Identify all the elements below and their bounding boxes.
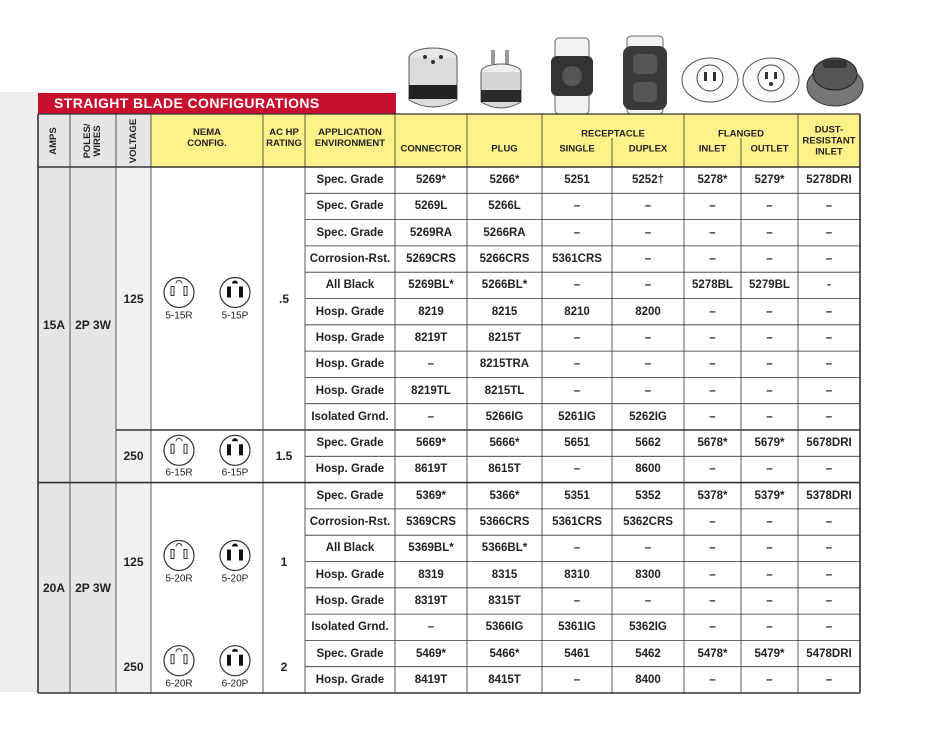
catalog-number-cell: 5266RA — [483, 226, 526, 239]
catalog-number-cell: 5366CRS — [479, 516, 530, 529]
voltage-value: 125 — [123, 554, 144, 569]
catalog-number-cell: 5369CRS — [406, 516, 456, 529]
catalog-number-cell: 5266CRS — [479, 253, 530, 266]
flanged-header: FLANGED — [718, 128, 764, 140]
catalog-number-cell: 5362CRS — [623, 516, 673, 529]
catalog-number-cell: 8615T — [488, 463, 521, 476]
catalog-number-cell: 5266L — [488, 200, 521, 213]
catalog-number-cell: 5662 — [635, 437, 661, 450]
catalog-number-cell: 5678* — [697, 437, 728, 450]
application-cell: Isolated Grnd. — [311, 410, 389, 423]
catalog-number-cell: 5279* — [754, 174, 785, 187]
catalog-number-cell: – — [766, 673, 773, 686]
application-cell: Spec. Grade — [316, 200, 384, 213]
catalog-number-cell: 5266* — [489, 174, 520, 187]
single-header: SINGLE — [559, 143, 595, 155]
catalog-number-cell: 5266IG — [485, 410, 524, 423]
duplex-header: DUPLEX — [628, 143, 668, 155]
catalog-number-cell: – — [709, 358, 716, 371]
hp-rating-value: 1 — [280, 554, 288, 569]
amps-poles-gray-band — [38, 167, 116, 693]
catalog-number-cell: – — [766, 516, 773, 529]
catalog-number-cell: – — [709, 673, 716, 686]
catalog-number-cell: – — [644, 542, 652, 555]
catalog-number-cell: 5366IG — [485, 621, 524, 634]
hp-rating-value: 1.5 — [275, 449, 293, 464]
catalog-number-cell: – — [573, 358, 581, 371]
header-yellow-band — [151, 114, 860, 167]
catalog-number-cell: 5361CRS — [552, 516, 602, 529]
application-cell: Isolated Grnd. — [311, 621, 389, 634]
amps-header: AMPS — [48, 126, 59, 155]
catalog-number-cell: 5651 — [564, 437, 590, 450]
receptacle-face-icon — [164, 541, 194, 571]
catalog-number-cell: – — [709, 253, 716, 266]
catalog-number-cell: 8415T — [488, 673, 521, 686]
catalog-number-cell: – — [766, 305, 773, 318]
catalog-number-cell: 5269L — [414, 200, 448, 213]
catalog-number-cell: – — [709, 200, 716, 213]
inlet-header: INLET — [698, 143, 727, 155]
catalog-number-cell: – — [644, 200, 652, 213]
catalog-number-cell: – — [825, 331, 833, 344]
catalog-number-cell: 5351 — [564, 489, 590, 502]
hp-rating-value: 2 — [280, 659, 288, 674]
catalog-number-cell: – — [825, 305, 833, 318]
plug-header: PLUG — [491, 143, 518, 155]
catalog-number-cell: 8400 — [635, 673, 661, 686]
catalog-number-cell: 5269RA — [409, 226, 453, 239]
catalog-number-cell: – — [825, 568, 833, 581]
catalog-number-cell: – — [709, 305, 716, 318]
catalog-number-cell: 5278BL — [692, 279, 733, 292]
voltage-value: 250 — [123, 659, 144, 674]
catalog-number-cell: 5251 — [564, 174, 590, 187]
catalog-number-cell: 5361IG — [558, 621, 596, 634]
catalog-number-cell: 5379* — [754, 489, 785, 502]
receptacle-face-icon — [164, 646, 194, 676]
plug-blade — [239, 444, 243, 455]
amps-value: 15A — [42, 317, 66, 332]
catalog-number-cell: 5362IG — [629, 621, 667, 634]
application-cell: Hosp. Grade — [315, 463, 385, 476]
catalog-number-cell: 8310 — [564, 568, 590, 581]
catalog-number-cell: – — [573, 331, 581, 344]
catalog-number-cell: – — [766, 594, 773, 607]
nema-plug-label: 6-20P — [221, 678, 249, 690]
catalog-number-cell: 5366BL* — [481, 542, 528, 555]
plug-blade — [227, 655, 231, 666]
catalog-number-cell: – — [709, 621, 716, 634]
catalog-number-cell: – — [644, 594, 652, 607]
catalog-number-cell: 5478* — [697, 647, 728, 660]
application-cell: Spec. Grade — [316, 174, 384, 187]
catalog-number-cell: 5252† — [632, 174, 664, 187]
catalog-number-cell: 8600 — [635, 463, 661, 476]
nema-config-header: NEMA CONFIG. — [187, 126, 227, 149]
catalog-number-cell: – — [644, 384, 652, 397]
nema-receptacle-label: 5-20R — [165, 573, 193, 584]
application-cell: Spec. Grade — [316, 226, 384, 239]
catalog-number-cell: 5269* — [415, 174, 447, 187]
plug-blade — [227, 550, 231, 561]
catalog-number-cell: – — [766, 226, 773, 239]
catalog-number-cell: 8215TRA — [479, 358, 530, 371]
catalog-number-cell: – — [709, 568, 716, 581]
catalog-number-cell: 8200 — [635, 305, 661, 318]
catalog-number-cell: – — [766, 253, 773, 266]
application-cell: Corrosion-Rst. — [309, 516, 391, 529]
catalog-number-cell: – — [766, 200, 773, 213]
catalog-number-cell: – — [825, 226, 833, 239]
catalog-number-cell: 5361CRS — [552, 253, 602, 266]
application-cell: Corrosion-Rst. — [309, 253, 391, 266]
receptacle-header: RECEPTACLE — [581, 128, 645, 140]
catalog-number-cell: – — [825, 516, 833, 529]
catalog-number-cell: 5366* — [489, 489, 520, 502]
catalog-number-cell: – — [766, 621, 773, 634]
catalog-number-cell: – — [709, 463, 716, 476]
catalog-number-cell: – — [825, 673, 833, 686]
catalog-number-cell: 8300 — [635, 568, 661, 581]
nema-receptacle-label: 6-20R — [165, 678, 193, 690]
outlet-header: OUTLET — [750, 143, 789, 155]
application-cell: Hosp. Grade — [315, 358, 385, 371]
application-cell: Hosp. Grade — [315, 568, 385, 581]
catalog-number-cell: – — [644, 331, 652, 344]
catalog-number-cell: – — [709, 542, 716, 555]
catalog-number-cell: 5666* — [489, 437, 520, 450]
catalog-number-cell: 5466* — [489, 647, 520, 660]
catalog-number-cell: 5278* — [697, 174, 728, 187]
nema-plug-label: 6-15P — [221, 467, 249, 479]
application-environment-header: APPLICATION ENVIRONMENT — [314, 126, 386, 149]
catalog-number-cell: – — [709, 410, 716, 423]
catalog-number-cell: – — [766, 410, 773, 423]
catalog-number-cell: 8619T — [414, 463, 448, 476]
receptacle-face-icon — [164, 278, 194, 308]
catalog-number-cell: – — [709, 594, 716, 607]
catalog-number-cell: – — [766, 331, 773, 344]
catalog-number-cell: – — [709, 331, 716, 344]
nema-receptacle-label: 5-15R — [165, 310, 193, 321]
connector-header: CONNECTOR — [400, 143, 462, 155]
catalog-number-cell: – — [709, 226, 716, 239]
nema-plug-label: 5-15P — [221, 310, 249, 321]
catalog-number-cell: 5352 — [635, 489, 661, 502]
catalog-number-cell: 8419T — [414, 673, 448, 686]
catalog-number-cell: 5269CRS — [406, 253, 456, 266]
catalog-number-cell: 5678DRI — [806, 437, 852, 450]
catalog-number-cell: – — [825, 621, 833, 634]
hp-rating-value: .5 — [278, 291, 290, 306]
catalog-number-cell: 5369* — [415, 489, 447, 502]
dust-resistant-inlet-header: DUST- RESISTANT INLET — [802, 124, 856, 157]
plug-blade — [239, 287, 243, 298]
application-cell: Spec. Grade — [316, 647, 384, 660]
application-cell: Hosp. Grade — [315, 594, 385, 607]
application-cell: Hosp. Grade — [315, 305, 385, 318]
catalog-number-cell: – — [825, 542, 833, 555]
catalog-number-cell: – — [644, 279, 652, 292]
application-cell: Spec. Grade — [316, 437, 384, 450]
catalog-number-cell: 8219TL — [411, 384, 451, 397]
catalog-number-cell: - — [827, 279, 831, 292]
catalog-number-cell: 5278DRI — [806, 174, 852, 187]
plug-blade — [227, 444, 231, 455]
catalog-number-cell: – — [766, 568, 773, 581]
amps-value: 20A — [42, 580, 66, 595]
catalog-number-cell: – — [573, 226, 581, 239]
catalog-number-cell: – — [766, 542, 773, 555]
catalog-number-cell: 8210 — [564, 305, 590, 318]
catalog-number-cell: 8315T — [488, 594, 521, 607]
voltage-value: 125 — [123, 291, 144, 306]
catalog-number-cell: – — [825, 594, 833, 607]
voltage-value: 250 — [123, 449, 144, 464]
plug-blade — [239, 550, 243, 561]
section-title: STRAIGHT BLADE CONFIGURATIONS — [38, 93, 396, 114]
receptacle-face-icon — [164, 435, 194, 465]
catalog-number-cell: – — [644, 226, 652, 239]
catalog-number-cell: 8215TL — [484, 384, 525, 397]
catalog-number-cell: 5369BL* — [408, 542, 454, 555]
catalog-number-cell: – — [644, 253, 652, 266]
catalog-number-cell: – — [573, 384, 581, 397]
catalog-number-cell: – — [825, 253, 833, 266]
catalog-number-cell: 8219T — [414, 331, 448, 344]
catalog-number-cell: 5262IG — [629, 410, 667, 423]
catalog-number-cell: – — [427, 358, 435, 371]
catalog-number-cell: – — [573, 673, 581, 686]
catalog-number-cell: – — [766, 463, 773, 476]
catalog-number-cell: – — [825, 410, 833, 423]
catalog-number-cell: – — [709, 516, 716, 529]
application-cell: Hosp. Grade — [315, 384, 385, 397]
catalog-number-cell: – — [709, 384, 716, 397]
catalog-number-cell: 5679* — [754, 437, 785, 450]
catalog-number-cell: 5469* — [415, 647, 447, 660]
application-cell: Spec. Grade — [316, 489, 384, 502]
catalog-number-cell: – — [573, 279, 581, 292]
ac-hp-rating-header: AC HP RATING — [266, 126, 302, 149]
catalog-number-cell: 5461 — [564, 647, 590, 660]
application-cell: Hosp. Grade — [315, 331, 385, 344]
catalog-number-cell: – — [573, 463, 581, 476]
catalog-number-cell: – — [644, 358, 652, 371]
poles-wires-header: POLES/ WIRES — [82, 123, 103, 158]
catalog-number-cell: – — [427, 621, 435, 634]
poles-wires-value: 2P 3W — [75, 580, 111, 595]
application-cell: Hosp. Grade — [315, 673, 385, 686]
catalog-number-cell: 8315 — [491, 568, 518, 581]
catalog-number-cell: 5378* — [697, 489, 728, 502]
application-cell: All Black — [325, 279, 375, 292]
catalog-number-cell: 5378DRI — [806, 489, 852, 502]
catalog-number-cell: 8319 — [418, 568, 444, 581]
plug-blade — [239, 655, 243, 666]
catalog-number-cell: 5478DRI — [806, 647, 852, 660]
catalog-number-cell: 8319T — [414, 594, 448, 607]
catalog-number-cell: 8215 — [491, 305, 518, 318]
catalog-number-cell: – — [825, 358, 833, 371]
catalog-number-cell: – — [825, 463, 833, 476]
catalog-number-cell: – — [825, 200, 833, 213]
catalog-number-cell: – — [427, 410, 435, 423]
catalog-number-cell: 5279BL — [749, 279, 790, 292]
plug-blade — [227, 287, 231, 298]
catalog-number-cell: – — [573, 200, 581, 213]
catalog-number-cell: – — [573, 542, 581, 555]
catalog-number-cell: – — [573, 594, 581, 607]
catalog-number-cell: 8219 — [418, 305, 444, 318]
catalog-number-cell: 5669* — [415, 437, 447, 450]
catalog-number-cell: 5479* — [754, 647, 785, 660]
catalog-number-cell: 5261IG — [558, 410, 596, 423]
voltage-header: VOLTAGE — [127, 118, 139, 163]
catalog-number-cell: – — [766, 358, 773, 371]
catalog-number-cell: 5462 — [635, 647, 661, 660]
nema-plug-label: 5-20P — [221, 573, 249, 584]
application-cell: All Black — [325, 542, 375, 555]
nema-receptacle-label: 6-15R — [165, 467, 193, 479]
catalog-number-cell: 5269BL* — [408, 279, 454, 292]
catalog-number-cell: 5266BL* — [481, 279, 528, 292]
poles-wires-value: 2P 3W — [75, 317, 111, 332]
catalog-number-cell: – — [766, 384, 773, 397]
catalog-number-cell: 8215T — [488, 331, 521, 344]
catalog-number-cell: – — [825, 384, 833, 397]
